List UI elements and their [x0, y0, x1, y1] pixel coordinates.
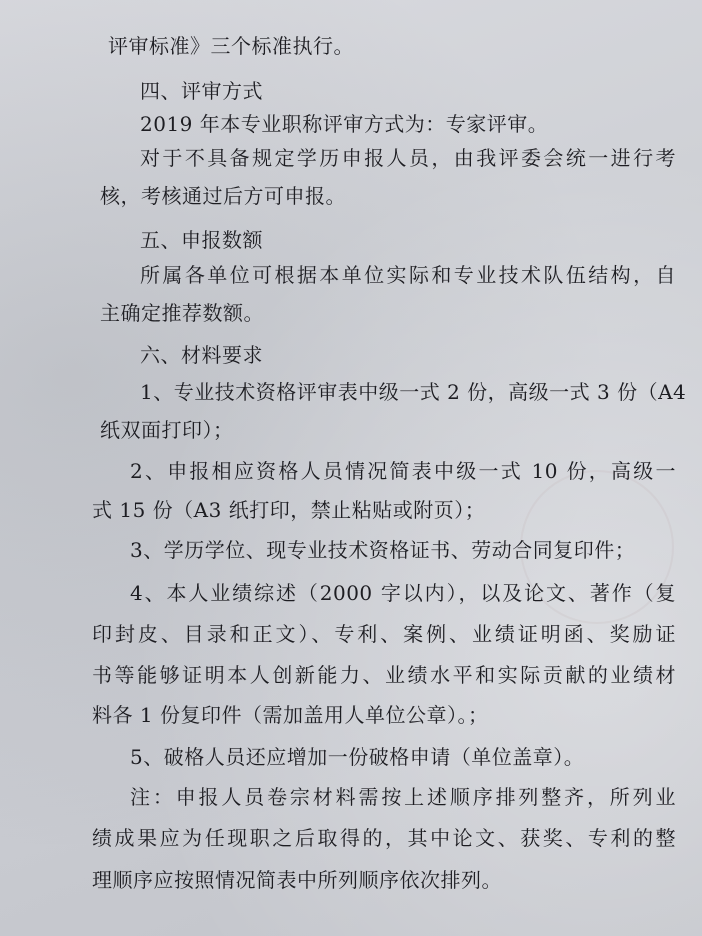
section-heading: 五、申报数额	[140, 228, 263, 252]
text-line: 对于不具备规定学历申报人员，由我评委会统一进行考	[140, 146, 676, 170]
text-line: 所属各单位可根据本单位实际和专业技术队伍结构，自	[140, 263, 676, 287]
text-line: 式 15 份（A3 纸打印，禁止粘贴或附页）；	[92, 498, 486, 522]
section-heading: 六、材料要求	[140, 343, 263, 367]
text-line: 评审标准》三个标准执行。	[108, 34, 354, 58]
text-line: 主确定推荐数额。	[100, 301, 264, 325]
text-line: 料各 1 份复印件（需加盖用人单位公章）。；	[92, 703, 489, 727]
text-line: 书等能够证明本人创新能力、业绩水平和实际贡献的业绩材	[92, 663, 676, 687]
text-line: 1、专业技术资格评审表中级一式 2 份，高级一式 3 份（A4	[140, 380, 687, 404]
text-line: 2019 年本专业职称评审方式为：专家评审。	[140, 112, 549, 136]
text-line: 3、学历学位、现专业技术资格证书、劳动合同复印件；	[130, 538, 636, 562]
text-line: 核，考核通过后方可申报。	[100, 184, 346, 208]
note-line: 绩成果应为任现职之后取得的，其中论文、获奖、专利的整	[92, 826, 676, 850]
text-line: 纸双面打印）；	[100, 418, 234, 442]
text-line: 2、申报相应资格人员情况简表中级一式 10 份，高级一	[130, 459, 676, 483]
note-line: 注：申报人员卷宗材料需按上述顺序排列整齐，所列业	[130, 785, 676, 809]
text-line: 印封皮、目录和正文）、专利、案例、业绩证明函、奖励证	[92, 622, 676, 646]
text-line: 5、破格人员还应增加一份破格申请（单位盖章）。	[130, 745, 585, 769]
text-line: 4、本人业绩综述（2000 字以内），以及论文、著作（复	[130, 581, 676, 605]
section-heading: 四、评审方式	[140, 79, 263, 103]
note-line: 理顺序应按照情况简表中所列顺序依次排列。	[92, 868, 502, 892]
